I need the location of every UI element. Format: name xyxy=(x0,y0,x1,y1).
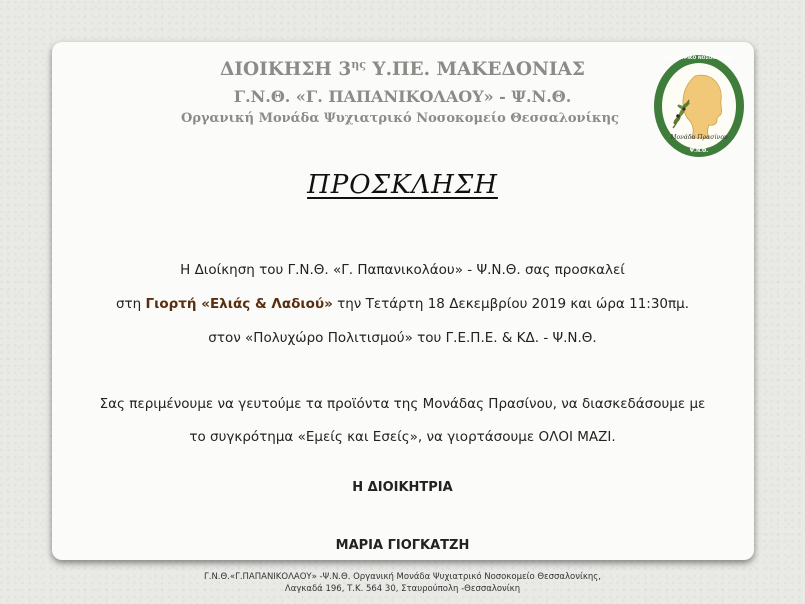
footer-line-1: Γ.Ν.Θ.«Γ.ΠΑΠΑΝΙΚΟΛΑΟΥ» -Ψ.Ν.Θ. Οργανική Μονάδα Ψυχιατρικό Νοσοκομείο Θεσσαλονίκης, xyxy=(204,572,601,582)
body-line-4: Σας περιμένουμε να γευτούμε τα προϊόντα της Μονάδας Πρασίνου, να διασκεδάσουμε με xyxy=(99,396,706,412)
header-line-1: ΔΙΟΙΚΗΣΗ $3^{\eta\varsigma}$ Υ.ΠΕ. ΜΑΚΕΔΟΝΙΑΣ xyxy=(220,58,585,81)
logo-bottom-text: Ψ.Ν.Θ. xyxy=(689,148,709,154)
body-line-5: το συγκρότημα «Εμείς και Εσείς», να γιορτάσουμε ΟΛΟΙ ΜΑΖΙ. xyxy=(189,429,616,445)
body-line-1: Η Διοίκηση του Γ.Ν.Θ. «Γ. Παπανικολάου» - Ψ.Ν.Θ. σας προσκαλεί xyxy=(180,262,625,278)
body-line-2: στη Γιορτή «Ελιάς & Λαδιού» την Τετάρτη 18 Δεκεμβρίου 2019 και ώρα 11:30πμ. xyxy=(115,296,690,312)
footer-line-2: Λαγκαδά 196, Τ.Κ. 564 30, Σταυρούπολη -Θεσσαλονίκη xyxy=(284,584,521,594)
header-line-2: Γ.Ν.Θ. «Γ. ΠΑΠΑΝΙΚΟΛΑΟΥ» - Ψ.Ν.Θ. xyxy=(233,87,572,106)
header-line-3: Οργανική Μονάδα Ψυχιατρικό Νοσοκομείο Θεσσαλονίκης xyxy=(181,111,619,126)
logo-top-text: ΨΥΧΙΑΤΡΙΚΟ ΝΟΣΟΚΟΜΕΙΟ xyxy=(665,56,733,61)
signature-role: Η ΔΙΟΙΚΗΤΡΙΑ xyxy=(352,480,453,495)
footer-address xyxy=(0,571,805,595)
logo-middle-text: Μονάδα Πρασίνου xyxy=(670,134,728,141)
invitation-title: ΠΡΟΣΚΛΗΣΗ xyxy=(307,170,498,200)
body-line-3: στον «Πολυχώρο Πολιτισμού» του Γ.Ε.Π.Ε. & ΚΔ. - Ψ.Ν.Θ. xyxy=(208,330,597,346)
green-unit-logo xyxy=(651,50,747,160)
signature-name: ΜΑΡΙΑ ΓΙΟΓΚΑΤΖΗ xyxy=(335,538,470,553)
event-name: Γιορτή «Ελιάς & Λαδιού» xyxy=(145,296,333,312)
